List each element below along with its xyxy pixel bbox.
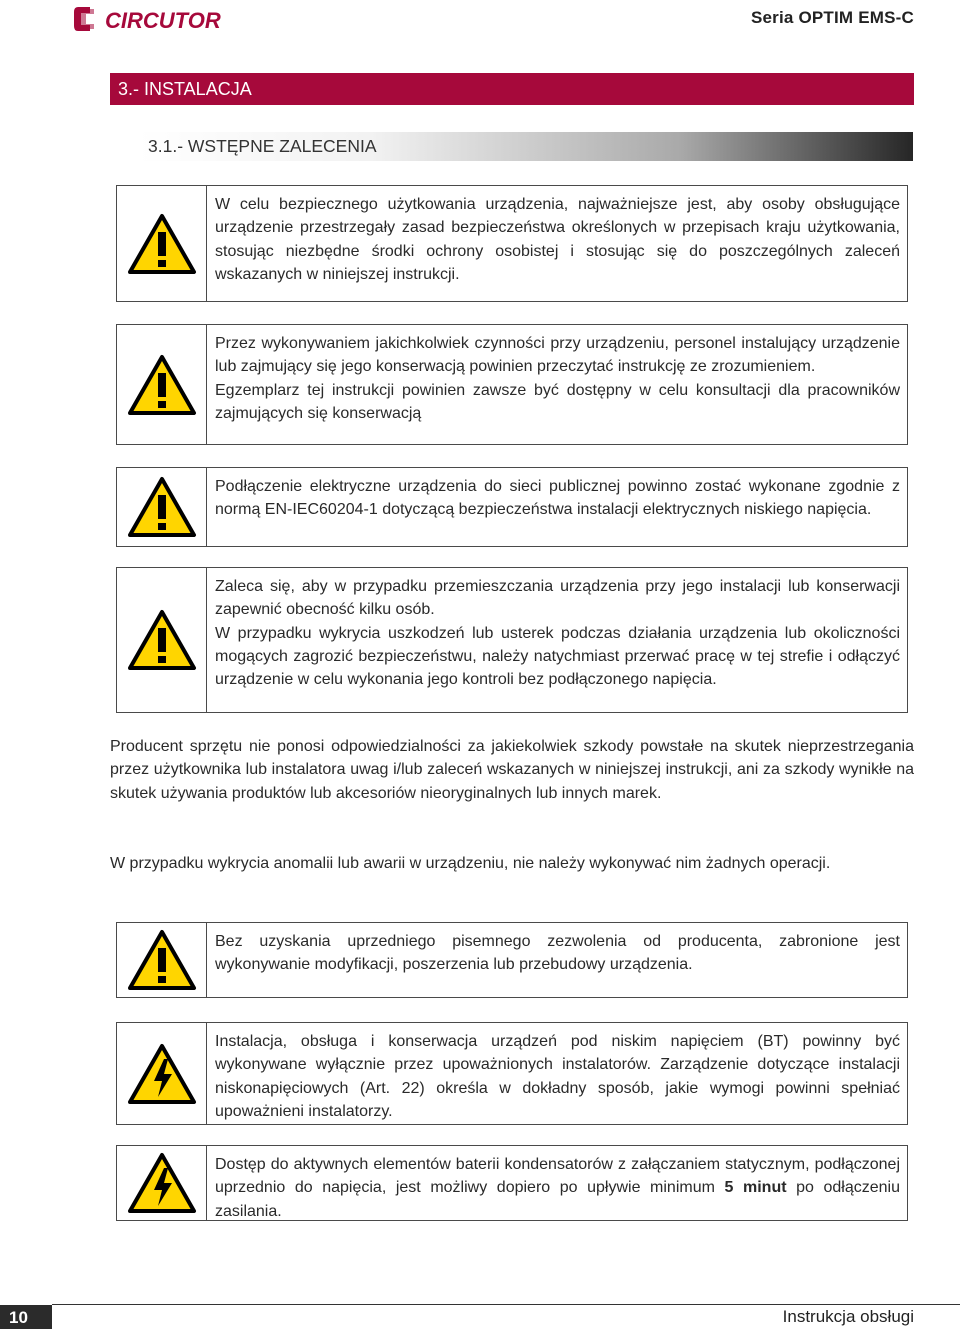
warning-box	[116, 922, 908, 998]
warning-text	[215, 1153, 900, 1223]
warning-box	[116, 185, 908, 302]
exclamation-warning-icon	[127, 354, 197, 416]
circutor-logo	[72, 3, 250, 35]
warning-text: W przypadku wykrycia uszkodzeń lub usterek podczas działania urządzenia lub okoliczności mogących zagrozić bezpieczeństwu, należy natychmiast przerwać pracę w tej strefie i odłączyć urządzenie w celu wykonania jego kontroli bez podłączonego napięcia.	[215, 624, 900, 689]
warning-text-part: po odłączeniu zasilania.	[215, 1179, 901, 1220]
warning-text-bold: 5 minut	[724, 1179, 787, 1197]
warning-box	[116, 1145, 908, 1221]
warning-text: Przez wykonywaniem jakichkolwiek czynności przy urządzeniu, personel instalujący urządzenie lub zajmujący się jego konserwacją powinien przeczytać instrukcję ze zrozumieniem.	[215, 335, 900, 376]
warning-text: W celu bezpiecznego użytkowania urządzenia, najważniejsze jest, aby osoby obsługujące urządzenie przestrzegały zasad bezpieczeństwa określonych w przepisach kraju użytkowania, stosując niezbędne środki ochrony osobistej i stosując się do poszczególnych zaleceń wskazanych w niniejszej instrukcji.	[215, 196, 900, 283]
body-paragraph: Producent sprzętu nie ponosi odpowiedzialności za jakiekolwiek szkody powstałe na skutek nieprzestrzegania przez użytkownika lub instalatora uwag i/lub zaleceń wskazanych w niniejszej instrukcji, ani za szkody wynikłe na skutek używania produktów lub akcesoriów nieoryginalnych lub innych marek.	[110, 738, 914, 802]
warning-box	[116, 567, 908, 713]
footer-divider	[52, 1304, 960, 1305]
electrical-hazard-icon	[127, 1043, 197, 1105]
section-heading: 3.- INSTALACJA	[110, 73, 914, 105]
warning-text-part: Dostęp do aktywnych elementów baterii kondensatorów z załączaniem statycznym, podłączonej uprzednio do napięcia, jest możliwy dopiero po upływie minimum	[215, 1156, 900, 1197]
exclamation-warning-icon	[127, 929, 197, 991]
warning-box	[116, 1022, 908, 1125]
warning-text: Instalacja, obsługa i konserwacja urządzeń pod niskim napięciem (BT) powinny być wykonywane wyłącznie przez upoważnionych instalatorów. Zarządzenie dotyczące instalacji niskonapięciowych (Art. 22) określa w dokładny sposób, jakie wymogi powinni spełniać upoważnieni instalatorzy.	[215, 1033, 900, 1120]
exclamation-warning-icon	[127, 213, 197, 275]
page-number-badge	[0, 1305, 52, 1329]
warning-text: Podłączenie elektryczne urządzenia do sieci publicznej powinno zostać wykonane zgodnie z normą EN-IEC60204-1 dotyczącą bezpieczeństwa instalacji elektrycznych niskiego napięcia.	[215, 478, 900, 519]
warning-text: Zaleca się, aby w przypadku przemieszczania urządzenia przy jego instalacji lub konserwacji zapewnić obecność kilku osób.	[215, 578, 900, 619]
exclamation-warning-icon	[127, 609, 197, 671]
warning-text: Egzemplarz tej instrukcji powinien zawsze być dostępny w celu konsultacji dla pracowników zajmujących się konserwacją	[215, 381, 900, 422]
warning-text: Bez uzyskania uprzedniego pisemnego zezwolenia od producenta, zabronione jest wykonywanie modyfikacji, poszerzenia lub przebudowy urządzenia.	[215, 933, 900, 974]
warning-box	[116, 467, 908, 547]
logo-text: CIRCUTOR	[105, 8, 221, 33]
series-title: Seria OPTIM EMS-C	[750, 8, 914, 27]
exclamation-warning-icon	[127, 476, 197, 538]
page-number: 10	[9, 1308, 28, 1327]
electrical-hazard-icon	[127, 1152, 197, 1214]
footer-title: Instrukcja obsługi	[782, 1307, 914, 1326]
subsection-heading: 3.1.- WSTĘPNE ZALECENIA	[138, 132, 913, 161]
body-paragraph: W przypadku wykrycia anomalii lub awarii w urządzeniu, nie należy wykonywać nim żadnych operacji.	[110, 855, 831, 872]
warning-box	[116, 324, 908, 445]
